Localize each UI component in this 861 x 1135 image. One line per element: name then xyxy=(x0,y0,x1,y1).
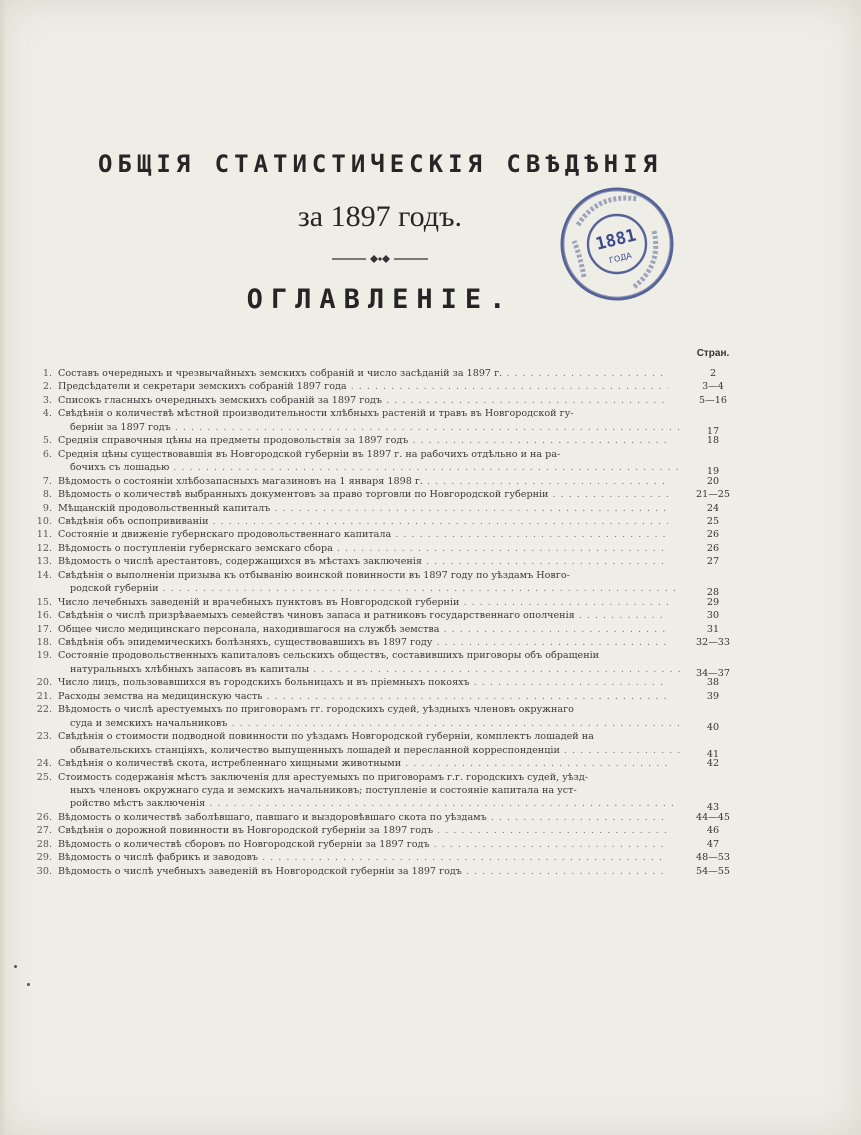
toc-entry-number: 3. xyxy=(42,394,52,406)
toc-entry xyxy=(28,824,748,837)
toc-entry-number: 28. xyxy=(36,838,52,850)
toc-entry xyxy=(28,771,748,814)
toc-entry-number: 2. xyxy=(42,381,52,393)
toc-entry-title: Расходы земства на медицинскую часть . . . xyxy=(58,690,668,704)
toc-entry-title: Вѣдомость о числѣ арестуемыхъ по приговорамъ гг. городскихъ судей, уѣздныхъ членовъ окружнаго xyxy=(58,704,574,716)
toc-entry xyxy=(28,609,748,622)
toc-entry-title: суда и земскихъ начальниковъ . . . xyxy=(70,717,680,731)
toc-entry-number: 26. xyxy=(36,811,52,823)
toc-entry-title: Свѣдѣнія о дорожной повинности въ Новгородской губерніи за 1897 годъ . . . xyxy=(58,824,668,838)
toc-entry-title: Свѣдѣнія объ оспопрививаніи . . . xyxy=(58,515,668,529)
toc-entry-title: ныхъ членовъ окружнаго суда и земскихъ начальниковъ; поступленіе и состояніе капитала на уст- xyxy=(70,784,577,796)
contents-heading: ОГЛАВЛЕНІЕ. xyxy=(246,284,514,315)
toc-entry-title: Свѣдѣнія объ эпидемическихъ болѣзняхъ, существовавшихъ въ 1897 году . . . xyxy=(58,636,668,650)
toc-entry-page: 28 xyxy=(706,587,720,599)
toc-entry xyxy=(28,838,748,851)
toc-entry-page: 18 xyxy=(706,435,720,447)
toc-entry-title: Вѣдомость о поступленіи губернскаго земскаго сбора . . . xyxy=(58,542,668,556)
toc-entry-title: Число лицъ, пользовавшихся въ городскихъ больницахъ и въ пріемныхъ покояхъ . . . xyxy=(58,676,668,690)
toc-entry-title: Вѣдомость о числѣ фабрикъ и заводовъ . . . xyxy=(58,851,668,865)
toc-entry-number: 11. xyxy=(36,529,52,541)
toc-entry-number: 9. xyxy=(42,502,52,514)
toc-entry-title: Стоимость содержанія мѣстъ заключенія для арестуемыхъ по приговорамъ г.г. городскихъ судей, уѣзд- xyxy=(58,771,589,783)
toc-entry-page: 5—16 xyxy=(699,394,727,406)
toc-entry-title: Вѣдомость о числѣ учебныхъ заведеній въ Новгородской губерніи за 1897 годъ . . . xyxy=(58,865,668,879)
toc-entry-title: Число лечебныхъ заведеній и врачебныхъ пунктовъ въ Новгородской губерніи . . . xyxy=(58,596,668,610)
toc-entry xyxy=(28,730,748,760)
toc-entry-page: 19 xyxy=(706,466,720,478)
toc-entry-title: Среднія справочныя цѣны на предметы продовольствія за 1897 годъ . . . xyxy=(58,434,668,448)
toc-entry xyxy=(28,555,748,568)
toc-entry-title: Вѣдомость о количествѣ выбранныхъ документовъ за право торговли по Новгородской губерніи . . . xyxy=(58,488,668,502)
toc-entry-title: Списокъ гласныхъ очередныхъ земскихъ собраній за 1897 годъ . . . xyxy=(58,394,668,408)
toc-entry-page: 26 xyxy=(706,542,720,554)
toc-entry-number: 1. xyxy=(42,368,52,379)
toc-entry xyxy=(28,515,748,528)
toc-entry-number: 6. xyxy=(42,448,52,460)
toc-entry-title: Свѣдѣнія о числѣ призрѣваемыхъ семействъ чиновъ запаса и ратниковъ государственнаго ополченія . . . xyxy=(58,609,668,623)
page-edge-shadow xyxy=(0,0,6,1135)
document-year: за 1897 годъ. xyxy=(297,200,463,233)
toc-entry xyxy=(28,690,748,703)
toc-entry-number: 27. xyxy=(36,825,52,837)
toc-entry-number: 22. xyxy=(36,704,52,716)
toc-entry-page: 25 xyxy=(706,515,720,527)
toc-entry-number: 19. xyxy=(36,650,52,662)
toc-entry-page: 40 xyxy=(706,721,720,733)
toc-entry xyxy=(28,502,748,515)
toc-entry-page: 2 xyxy=(709,368,717,379)
toc-entry-page: 38 xyxy=(706,677,720,689)
toc-entry-title: родской губерніи . . . xyxy=(70,582,680,596)
toc-entry-page: 31 xyxy=(706,623,720,635)
paper-speck xyxy=(14,965,17,968)
toc-entry-number: 12. xyxy=(36,542,52,554)
toc-entry xyxy=(28,569,748,599)
toc-entry-page: 3—4 xyxy=(702,381,724,393)
toc-entry-page: 29 xyxy=(706,596,720,608)
toc-entry xyxy=(28,475,748,488)
toc-entry xyxy=(28,757,748,770)
toc-entry xyxy=(28,448,748,478)
stamp-unit: ГОДА xyxy=(608,250,633,266)
toc-entry xyxy=(28,811,748,824)
toc-entry-number: 7. xyxy=(42,475,52,487)
toc-entry-number: 14. xyxy=(36,569,52,581)
toc-entry-title: Вѣдомость о числѣ арестантовъ, содержащихся въ мѣстахъ заключенія . . . xyxy=(58,555,668,569)
toc-entry-title: Общее число медицинскаго персонала, находившагося на службѣ земства . . . xyxy=(58,623,668,637)
toc-entry-title: ройство мѣстъ заключенія . . . xyxy=(70,797,680,811)
toc-entry-page: 24 xyxy=(706,502,720,514)
toc-entry xyxy=(28,367,748,380)
toc-entry-title: Состояніе и движеніе губернскаго продовольственнаго капитала . . . xyxy=(58,528,668,542)
toc-entry xyxy=(28,623,748,636)
toc-entry-title: Мѣщанскій продовольственный капиталъ . . . xyxy=(58,502,668,516)
toc-entry xyxy=(28,636,748,649)
toc-entry-title: Составъ очередныхъ и чрезвычайныхъ земскихъ собраній и число засѣданій за 1897 г. . . . xyxy=(58,367,668,381)
toc-entry xyxy=(28,528,748,541)
toc-entry-page: 47 xyxy=(706,838,720,850)
toc-entry xyxy=(28,703,748,733)
toc-entry-number: 21. xyxy=(36,690,52,702)
toc-entry-title: обывательскихъ станціяхъ, количество выпущенныхъ лошадей и пересланной корреспонденціи . . . xyxy=(70,744,680,758)
toc-entry-title: Вѣдомость о состояніи хлѣбозапасныхъ магазиновъ на 1 января 1898 г. . . . xyxy=(58,475,668,489)
toc-entry-number: 24. xyxy=(36,758,52,770)
toc-entry-number: 17. xyxy=(36,623,52,635)
toc-entry-title: Состояніе продовольственныхъ капиталовъ сельскихъ обществъ, составившихъ приговоры объ обращеніи xyxy=(58,650,600,662)
toc-entry-number: 23. xyxy=(36,731,52,743)
toc-entry-page: 30 xyxy=(706,610,720,622)
toc-entry xyxy=(28,865,748,878)
toc-entry-page: 17 xyxy=(706,425,720,437)
toc-entry-title: Свѣдѣнія о количествѣ мѣстной производительности хлѣбныхъ растеній и травъ въ Новгородской гу- xyxy=(58,408,574,420)
toc-entry-page: 32—33 xyxy=(695,637,730,648)
toc-entry-number: 18. xyxy=(36,637,52,648)
toc-entry-page: 46 xyxy=(706,825,720,837)
toc-entry-page: 39 xyxy=(706,690,720,702)
toc-entry-title: бочихъ съ лошадью . . . xyxy=(70,461,680,475)
toc-entry-number: 25. xyxy=(36,771,52,783)
toc-entry-title: Предсѣдатели и секретари земскихъ собраній 1897 года . . . xyxy=(58,380,668,394)
toc-entry-number: 15. xyxy=(36,596,52,608)
toc-entry xyxy=(28,434,748,447)
toc-entry-number: 29. xyxy=(36,852,52,864)
toc-entry-number: 5. xyxy=(42,435,52,447)
toc-entry-number: 20. xyxy=(36,677,52,689)
page-column-header: Стран. xyxy=(696,348,730,359)
toc-entry-title: берніи за 1897 годъ . . . xyxy=(70,421,680,435)
library-stamp xyxy=(558,185,676,303)
toc-entry-page: 26 xyxy=(706,529,720,541)
toc-entry xyxy=(28,407,748,437)
toc-entry xyxy=(28,649,748,679)
toc-entry-page: 21—25 xyxy=(695,489,730,501)
toc-entry-number: 10. xyxy=(36,515,52,527)
divider-ornament-icon xyxy=(330,251,430,267)
toc-entry-page: 41 xyxy=(706,748,720,760)
stamp-year: 1881 xyxy=(593,225,639,255)
paper-speck xyxy=(27,983,30,986)
toc-entry xyxy=(28,488,748,501)
toc-entry-title: Свѣдѣнія о стоимости подводной повинности по уѣздамъ Новгородской губерніи, комплектъ лошадей на xyxy=(58,731,594,743)
toc-entry xyxy=(28,380,748,393)
toc-entry-title: Вѣдомость о количествѣ заболѣвшаго, павшаго и выздоровѣвшаго скота по уѣздамъ . . . xyxy=(58,811,668,825)
toc-entry-number: 4. xyxy=(42,408,52,420)
toc-entry xyxy=(28,394,748,407)
toc-entry-title: Вѣдомость о количествѣ сборовъ по Новгородской губерніи за 1897 годъ . . . xyxy=(58,838,668,852)
toc-entry-number: 8. xyxy=(42,489,52,501)
toc-entry-number: 30. xyxy=(36,865,52,877)
toc-entry xyxy=(28,596,748,609)
toc-entry-page: 54—55 xyxy=(695,865,730,877)
toc-entry xyxy=(28,676,748,689)
toc-entry-page: 43 xyxy=(706,802,720,814)
toc-entry-number: 13. xyxy=(36,556,52,568)
toc-entry-title: Среднія цѣны существовавшія въ Новгородской губерніи въ 1897 г. на рабочихъ отдѣльно и на ра- xyxy=(58,448,561,460)
document-title: ОБЩІЯ СТАТИСТИЧЕСКІЯ СВѢДѢНІЯ xyxy=(97,150,663,178)
toc-entry xyxy=(28,851,748,864)
toc-entry-number: 16. xyxy=(36,610,52,622)
toc-entry-page: 20 xyxy=(706,475,720,487)
toc-entry-title: Свѣдѣнія о количествѣ скота, истребленнаго хищными животными . . . xyxy=(58,757,668,771)
toc-entry xyxy=(28,542,748,555)
toc-entry-page: 42 xyxy=(706,758,720,770)
toc-entry-title: Свѣдѣнія о выполненіи призыва къ отбыванію воинской повинности въ 1897 году по уѣздамъ Новго- xyxy=(58,569,570,581)
toc-entry-page: 48—53 xyxy=(695,852,730,864)
toc-entry-page: 27 xyxy=(706,556,720,568)
toc-entry-title: натуральныхъ хлѣбныхъ запасовъ въ капиталы . . . xyxy=(70,663,680,677)
toc-entry-page: 44—45 xyxy=(695,811,730,823)
toc-entry-page: 34—37 xyxy=(695,667,730,679)
